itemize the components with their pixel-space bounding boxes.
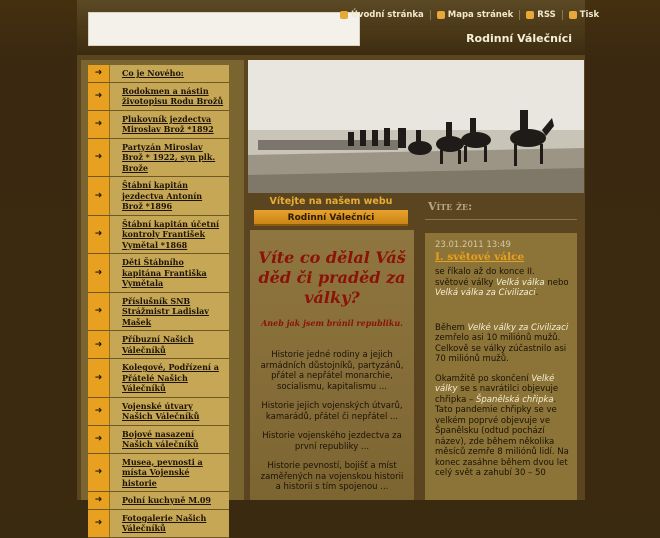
intro-paragraph: Historie vojenského jezdectva za první republiky ... bbox=[262, 431, 402, 452]
top-links bbox=[340, 10, 605, 20]
news-paragraph bbox=[435, 374, 569, 479]
news-paragraph bbox=[435, 267, 569, 299]
rss-icon bbox=[526, 11, 534, 19]
news-highlight: Velké války za Civilizaci bbox=[467, 322, 569, 333]
news-date: 23.01.2011 13:49 bbox=[435, 240, 511, 250]
menu-item[interactable] bbox=[88, 111, 229, 139]
news-highlight: Španělská chřipka bbox=[475, 394, 554, 405]
menu-item-label[interactable]: Příbuzní Našich Válečníků bbox=[110, 331, 229, 358]
did-you-know-heading: Víte že: bbox=[428, 200, 473, 213]
home-icon bbox=[340, 11, 348, 19]
menu-item[interactable] bbox=[88, 426, 229, 454]
menu-item[interactable] bbox=[88, 454, 229, 493]
news-item bbox=[425, 233, 577, 500]
menu-item-label[interactable]: Štábní kapitán účetní kontroly František Vymětal *1868 bbox=[110, 216, 229, 254]
header-photo-cavalry bbox=[248, 60, 584, 193]
rss-link-label: RSS bbox=[537, 10, 556, 20]
arrow-right-icon: ➜ bbox=[88, 359, 110, 397]
welcome-heading: Vítejte na našem webu bbox=[269, 196, 393, 207]
home-link-label: Úvodní stránka bbox=[351, 10, 424, 20]
menu-item-label[interactable]: Děti Štábního kapitána Františka Vymětala bbox=[110, 254, 229, 292]
arrow-right-icon: ➜ bbox=[88, 492, 110, 509]
news-text: . bbox=[535, 288, 539, 298]
menu-item[interactable] bbox=[88, 139, 229, 178]
news-text: nebo bbox=[544, 277, 569, 288]
divider bbox=[425, 219, 577, 220]
site-title[interactable]: Rodinní Válečníci bbox=[466, 32, 572, 45]
menu-item[interactable] bbox=[88, 254, 229, 293]
arrow-right-icon: ➜ bbox=[88, 454, 110, 492]
arrow-right-icon: ➜ bbox=[88, 216, 110, 254]
news-text: se říkalo až do konce II. světové války bbox=[435, 267, 535, 288]
menu-item-label[interactable]: Musea, pevnosti a místa Vojenské historie bbox=[110, 454, 229, 492]
sitemap-link-label: Mapa stránek bbox=[447, 10, 514, 20]
news-text: Během bbox=[435, 322, 468, 333]
news-highlight: Velká válka bbox=[496, 277, 545, 288]
menu-item[interactable] bbox=[88, 510, 229, 538]
main-content bbox=[250, 230, 414, 500]
arrow-right-icon: ➜ bbox=[88, 111, 110, 138]
arrow-right-icon: ➜ bbox=[88, 139, 110, 177]
rss-link[interactable] bbox=[526, 10, 562, 20]
arrow-right-icon: ➜ bbox=[88, 510, 110, 537]
arrow-right-icon: ➜ bbox=[88, 254, 110, 292]
intro-paragraph: Historie jedné rodiny a jejich armádních důstojníků, partyzánů, přátel a nepřátel monarchie, socialismu, kapitalismu ... bbox=[260, 350, 404, 392]
cavalry-photo-illustration bbox=[248, 60, 584, 193]
sitemap-icon bbox=[437, 11, 445, 19]
menu-item[interactable] bbox=[88, 83, 229, 111]
intro-paragraph: Historie jejich vojenských útvarů, kamarádů, přátel či nepřátel ... bbox=[261, 401, 403, 422]
menu-item-label[interactable]: Příslušník SNB Strážmistr Ladislav Mašek bbox=[110, 293, 229, 331]
menu-item-label[interactable]: Vojenské útvary Našich Válečníků bbox=[110, 398, 229, 425]
menu-item-label[interactable]: Bojové nasazení Našich válečníků bbox=[110, 426, 229, 453]
menu-item-label[interactable]: Co je Nového: bbox=[110, 65, 229, 82]
news-title-link[interactable]: I. světové válce bbox=[435, 251, 525, 263]
tab-rodinni-valecnici[interactable]: Rodinní Válečníci bbox=[254, 210, 408, 226]
sitemap-link[interactable] bbox=[437, 10, 521, 20]
menu-item[interactable] bbox=[88, 216, 229, 255]
arrow-right-icon: ➜ bbox=[88, 398, 110, 425]
menu-item-label[interactable]: Rodokmen a nástin životopisu Rodu Brožů bbox=[110, 83, 229, 110]
news-text: . Tato pandemie chřipky se ve velkém poprvé objevuje ve Španělsku (odtud pochází název), zde během několika měsíců zemře 8 miliónů lidí. Na konec zasáhne během dvou let celý svět a zahubí 30 – 50 bbox=[435, 394, 569, 478]
print-link-label: Tisk bbox=[579, 10, 600, 20]
spacer bbox=[435, 299, 569, 319]
menu-item[interactable] bbox=[88, 492, 229, 510]
news-text: Okamžitě po skončení bbox=[435, 373, 532, 384]
main-question: Víte co dělal Váš děd či praděd za války? bbox=[258, 248, 406, 307]
arrow-right-icon: ➜ bbox=[88, 331, 110, 358]
menu-item[interactable] bbox=[88, 331, 229, 359]
arrow-right-icon: ➜ bbox=[88, 65, 110, 82]
menu-item[interactable] bbox=[88, 177, 229, 216]
side-menu bbox=[88, 65, 229, 538]
menu-item-label[interactable]: Fotogalerie Našich Válečníků bbox=[110, 510, 229, 537]
logo-area bbox=[88, 12, 360, 46]
menu-item-label[interactable]: Polní kuchyně M.09 bbox=[110, 492, 229, 509]
news-paragraph bbox=[435, 323, 569, 365]
news-highlight: Velké války bbox=[435, 373, 555, 394]
intro-paragraph: Historie pevností, bojišť a míst zaměřených na vojenskou historii a historii s tím spojenou ... bbox=[260, 461, 404, 492]
news-text: se s navrátilci objevuje chřipka – bbox=[435, 384, 559, 405]
menu-item[interactable] bbox=[88, 398, 229, 426]
print-link[interactable] bbox=[569, 10, 605, 20]
menu-item-label[interactable]: Plukovník jezdectva Miroslav Brož *1892 bbox=[110, 111, 229, 138]
arrow-right-icon: ➜ bbox=[88, 426, 110, 453]
menu-item[interactable] bbox=[88, 65, 229, 83]
menu-item-label[interactable]: Štábní kapitán jezdectva Antonín Brož *1896 bbox=[110, 177, 229, 215]
news-highlight: Velká válka za Civilizaci bbox=[435, 288, 536, 298]
arrow-right-icon: ➜ bbox=[88, 177, 110, 215]
main-subquestion: Aneb jak jsem bránil republiku. bbox=[261, 318, 403, 328]
menu-item-label[interactable]: Partyzán Miroslav Brož * 1922, syn plk. Brože bbox=[110, 139, 229, 177]
arrow-right-icon: ➜ bbox=[88, 83, 110, 110]
print-icon bbox=[569, 11, 577, 19]
menu-item[interactable] bbox=[88, 293, 229, 332]
news-text: zemřelo asi 10 miliónů mužů. Celkově se války zúčastnilo asi 70 miliónů mužů. bbox=[435, 333, 567, 364]
menu-item[interactable] bbox=[88, 359, 229, 398]
arrow-right-icon: ➜ bbox=[88, 293, 110, 331]
menu-item-label[interactable]: Kolegové, Podřízení a Přátelé Našich Válečníků bbox=[110, 359, 229, 397]
home-link[interactable] bbox=[340, 10, 431, 20]
